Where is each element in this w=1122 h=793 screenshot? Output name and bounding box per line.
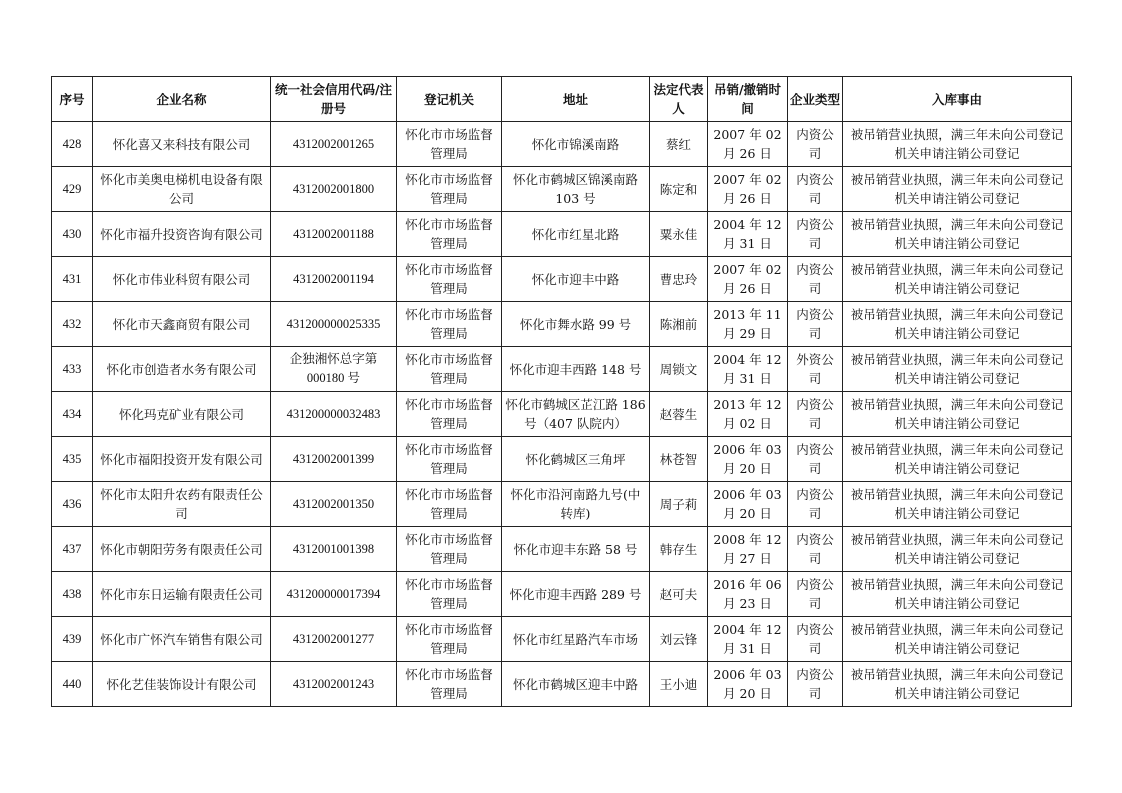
cell-address: 怀化市锦溪南路 bbox=[502, 122, 650, 167]
table-row bbox=[52, 617, 1072, 662]
cell-address: 怀化市鹤城区芷江路 186 号（407 队院内） bbox=[502, 392, 650, 437]
cell-credit-code: 4312002001399 bbox=[271, 437, 397, 482]
revoked-companies-table bbox=[51, 76, 1072, 707]
cell-address: 怀化市沿河南路九号(中转库) bbox=[502, 482, 650, 527]
cell-reason: 被吊销营业执照，满三年未向公司登记机关申请注销公司登记 bbox=[843, 212, 1072, 257]
cell-authority: 怀化市市场监督管理局 bbox=[397, 482, 502, 527]
cell-authority: 怀化市市场监督管理局 bbox=[397, 572, 502, 617]
cell-credit-code: 4312002001243 bbox=[271, 662, 397, 707]
cell-legal-rep: 蔡红 bbox=[650, 122, 708, 167]
cell-reason: 被吊销营业执照，满三年未向公司登记机关申请注销公司登记 bbox=[843, 347, 1072, 392]
cell-reason: 被吊销营业执照，满三年未向公司登记机关申请注销公司登记 bbox=[843, 437, 1072, 482]
cell-company-type: 内资公司 bbox=[788, 527, 843, 572]
cell-revoke-time: 2004 年 12 月 31 日 bbox=[708, 347, 788, 392]
cell-company-type: 内资公司 bbox=[788, 617, 843, 662]
cell-company-type: 内资公司 bbox=[788, 257, 843, 302]
cell-authority: 怀化市市场监督管理局 bbox=[397, 212, 502, 257]
table-row bbox=[52, 347, 1072, 392]
cell-reason: 被吊销营业执照，满三年未向公司登记机关申请注销公司登记 bbox=[843, 617, 1072, 662]
cell-authority: 怀化市市场监督管理局 bbox=[397, 347, 502, 392]
cell-company-name: 怀化市伟业科贸有限公司 bbox=[93, 257, 271, 302]
cell-authority: 怀化市市场监督管理局 bbox=[397, 617, 502, 662]
cell-authority: 怀化市市场监督管理局 bbox=[397, 662, 502, 707]
table-row bbox=[52, 122, 1072, 167]
cell-seq: 428 bbox=[52, 122, 93, 167]
cell-company-name: 怀化市太阳升农药有限责任公司 bbox=[93, 482, 271, 527]
cell-credit-code: 4312002001350 bbox=[271, 482, 397, 527]
cell-legal-rep: 周锁文 bbox=[650, 347, 708, 392]
cell-reason: 被吊销营业执照，满三年未向公司登记机关申请注销公司登记 bbox=[843, 257, 1072, 302]
cell-authority: 怀化市市场监督管理局 bbox=[397, 302, 502, 347]
header-authority: 登记机关 bbox=[397, 77, 502, 122]
cell-address: 怀化市迎丰西路 289 号 bbox=[502, 572, 650, 617]
cell-credit-code: 4312002001194 bbox=[271, 257, 397, 302]
cell-legal-rep: 粟永佳 bbox=[650, 212, 708, 257]
cell-seq: 432 bbox=[52, 302, 93, 347]
cell-seq: 437 bbox=[52, 527, 93, 572]
cell-reason: 被吊销营业执照，满三年未向公司登记机关申请注销公司登记 bbox=[843, 302, 1072, 347]
cell-revoke-time: 2013 年 11 月 29 日 bbox=[708, 302, 788, 347]
cell-seq: 440 bbox=[52, 662, 93, 707]
table-row bbox=[52, 662, 1072, 707]
cell-authority: 怀化市市场监督管理局 bbox=[397, 527, 502, 572]
cell-company-type: 内资公司 bbox=[788, 662, 843, 707]
header-credit-code: 统一社会信用代码/注册号 bbox=[271, 77, 397, 122]
table-row bbox=[52, 257, 1072, 302]
cell-legal-rep: 赵蓉生 bbox=[650, 392, 708, 437]
cell-revoke-time: 2004 年 12 月 31 日 bbox=[708, 212, 788, 257]
cell-revoke-time: 2004 年 12 月 31 日 bbox=[708, 617, 788, 662]
cell-legal-rep: 陈湘前 bbox=[650, 302, 708, 347]
cell-seq: 433 bbox=[52, 347, 93, 392]
cell-authority: 怀化市市场监督管理局 bbox=[397, 392, 502, 437]
cell-seq: 431 bbox=[52, 257, 93, 302]
cell-legal-rep: 刘云锋 bbox=[650, 617, 708, 662]
cell-credit-code: 4312002001265 bbox=[271, 122, 397, 167]
table-row bbox=[52, 167, 1072, 212]
header-company-name: 企业名称 bbox=[93, 77, 271, 122]
cell-reason: 被吊销营业执照，满三年未向公司登记机关申请注销公司登记 bbox=[843, 662, 1072, 707]
cell-reason: 被吊销营业执照，满三年未向公司登记机关申请注销公司登记 bbox=[843, 527, 1072, 572]
cell-reason: 被吊销营业执照，满三年未向公司登记机关申请注销公司登记 bbox=[843, 167, 1072, 212]
cell-authority: 怀化市市场监督管理局 bbox=[397, 257, 502, 302]
cell-credit-code: 4312001001398 bbox=[271, 527, 397, 572]
cell-address: 怀化市迎丰西路 148 号 bbox=[502, 347, 650, 392]
cell-address: 怀化鹤城区三角坪 bbox=[502, 437, 650, 482]
table-row bbox=[52, 302, 1072, 347]
cell-credit-code: 431200000025335 bbox=[271, 302, 397, 347]
cell-reason: 被吊销营业执照，满三年未向公司登记机关申请注销公司登记 bbox=[843, 482, 1072, 527]
cell-seq: 429 bbox=[52, 167, 93, 212]
cell-legal-rep: 林苍智 bbox=[650, 437, 708, 482]
cell-seq: 438 bbox=[52, 572, 93, 617]
cell-address: 怀化市红星北路 bbox=[502, 212, 650, 257]
cell-company-type: 内资公司 bbox=[788, 437, 843, 482]
cell-reason: 被吊销营业执照，满三年未向公司登记机关申请注销公司登记 bbox=[843, 122, 1072, 167]
cell-company-type: 内资公司 bbox=[788, 572, 843, 617]
cell-company-name: 怀化艺佳装饰设计有限公司 bbox=[93, 662, 271, 707]
cell-address: 怀化市迎丰中路 bbox=[502, 257, 650, 302]
cell-address: 怀化市鹤城区迎丰中路 bbox=[502, 662, 650, 707]
cell-revoke-time: 2006 年 03 月 20 日 bbox=[708, 482, 788, 527]
cell-legal-rep: 陈定和 bbox=[650, 167, 708, 212]
cell-company-name: 怀化喜又来科技有限公司 bbox=[93, 122, 271, 167]
table-body bbox=[52, 122, 1072, 707]
cell-seq: 435 bbox=[52, 437, 93, 482]
cell-reason: 被吊销营业执照，满三年未向公司登记机关申请注销公司登记 bbox=[843, 392, 1072, 437]
header-seq: 序号 bbox=[52, 77, 93, 122]
cell-credit-code: 4312002001188 bbox=[271, 212, 397, 257]
cell-revoke-time: 2008 年 12 月 27 日 bbox=[708, 527, 788, 572]
header-revoke-time: 吊销/撤销时间 bbox=[708, 77, 788, 122]
cell-seq: 434 bbox=[52, 392, 93, 437]
cell-credit-code: 4312002001800 bbox=[271, 167, 397, 212]
cell-address: 怀化市红星路汽车市场 bbox=[502, 617, 650, 662]
cell-company-name: 怀化市东日运输有限责任公司 bbox=[93, 572, 271, 617]
table-row bbox=[52, 572, 1072, 617]
cell-credit-code: 4312002001277 bbox=[271, 617, 397, 662]
cell-company-type: 内资公司 bbox=[788, 167, 843, 212]
cell-company-name: 怀化市福升投资咨询有限公司 bbox=[93, 212, 271, 257]
header-company-type: 企业类型 bbox=[788, 77, 843, 122]
cell-company-type: 内资公司 bbox=[788, 302, 843, 347]
cell-company-name: 怀化市创造者水务有限公司 bbox=[93, 347, 271, 392]
cell-credit-code: 431200000032483 bbox=[271, 392, 397, 437]
table-row bbox=[52, 437, 1072, 482]
cell-company-type: 内资公司 bbox=[788, 392, 843, 437]
cell-revoke-time: 2007 年 02 月 26 日 bbox=[708, 257, 788, 302]
cell-company-type: 内资公司 bbox=[788, 122, 843, 167]
cell-legal-rep: 周子莉 bbox=[650, 482, 708, 527]
cell-company-name: 怀化市天鑫商贸有限公司 bbox=[93, 302, 271, 347]
header-legal-rep: 法定代表人 bbox=[650, 77, 708, 122]
cell-seq: 430 bbox=[52, 212, 93, 257]
cell-revoke-time: 2006 年 03 月 20 日 bbox=[708, 662, 788, 707]
table-row bbox=[52, 392, 1072, 437]
cell-seq: 436 bbox=[52, 482, 93, 527]
cell-credit-code: 企独湘怀总字第 000180 号 bbox=[271, 347, 397, 392]
cell-legal-rep: 曹忠玲 bbox=[650, 257, 708, 302]
cell-authority: 怀化市市场监督管理局 bbox=[397, 122, 502, 167]
cell-revoke-time: 2016 年 06 月 23 日 bbox=[708, 572, 788, 617]
table-row bbox=[52, 212, 1072, 257]
cell-credit-code: 431200000017394 bbox=[271, 572, 397, 617]
cell-revoke-time: 2007 年 02 月 26 日 bbox=[708, 167, 788, 212]
cell-company-type: 内资公司 bbox=[788, 482, 843, 527]
cell-address: 怀化市迎丰东路 58 号 bbox=[502, 527, 650, 572]
table-header-row bbox=[52, 77, 1072, 122]
table-row bbox=[52, 527, 1072, 572]
header-address: 地址 bbox=[502, 77, 650, 122]
cell-company-type: 外资公司 bbox=[788, 347, 843, 392]
cell-address: 怀化市舞水路 99 号 bbox=[502, 302, 650, 347]
table-row bbox=[52, 482, 1072, 527]
cell-address: 怀化市鹤城区锦溪南路 103 号 bbox=[502, 167, 650, 212]
cell-authority: 怀化市市场监督管理局 bbox=[397, 437, 502, 482]
cell-revoke-time: 2013 年 12 月 02 日 bbox=[708, 392, 788, 437]
header-reason: 入库事由 bbox=[843, 77, 1072, 122]
cell-company-name: 怀化市广怀汽车销售有限公司 bbox=[93, 617, 271, 662]
cell-seq: 439 bbox=[52, 617, 93, 662]
cell-reason: 被吊销营业执照，满三年未向公司登记机关申请注销公司登记 bbox=[843, 572, 1072, 617]
cell-company-name: 怀化市美奥电梯机电设备有限公司 bbox=[93, 167, 271, 212]
cell-company-name: 怀化市朝阳劳务有限责任公司 bbox=[93, 527, 271, 572]
cell-company-type: 内资公司 bbox=[788, 212, 843, 257]
cell-authority: 怀化市市场监督管理局 bbox=[397, 167, 502, 212]
cell-revoke-time: 2006 年 03 月 20 日 bbox=[708, 437, 788, 482]
cell-legal-rep: 王小迪 bbox=[650, 662, 708, 707]
cell-revoke-time: 2007 年 02 月 26 日 bbox=[708, 122, 788, 167]
cell-company-name: 怀化玛克矿业有限公司 bbox=[93, 392, 271, 437]
cell-legal-rep: 韩存生 bbox=[650, 527, 708, 572]
cell-legal-rep: 赵可夫 bbox=[650, 572, 708, 617]
cell-company-name: 怀化市福阳投资开发有限公司 bbox=[93, 437, 271, 482]
